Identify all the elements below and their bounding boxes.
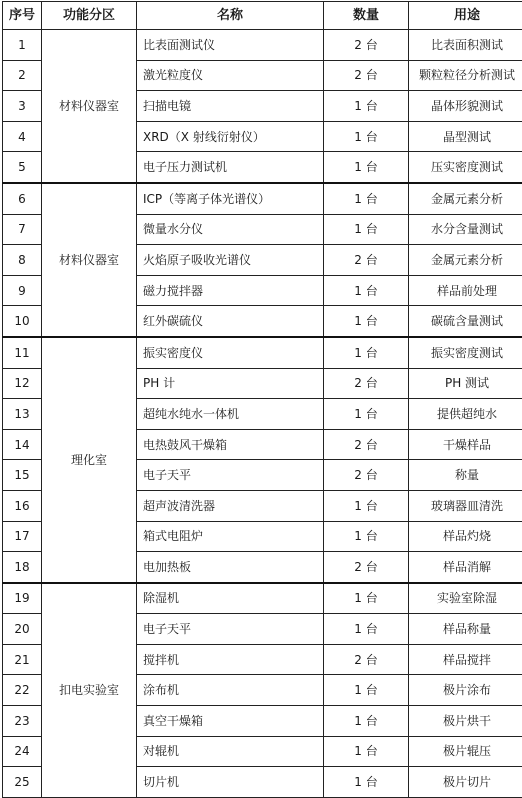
equipment-name: 真空干燥箱 bbox=[137, 706, 324, 737]
equipment-use: 样品消解 bbox=[409, 552, 522, 583]
zone-cell: 材料仪器室 bbox=[42, 30, 137, 183]
equipment-use: 颗粒粒径分析测试 bbox=[409, 60, 522, 91]
equipment-quantity: 1 台 bbox=[324, 521, 409, 552]
row-number: 10 bbox=[3, 306, 42, 337]
zone-cell: 扣电实验室 bbox=[42, 583, 137, 798]
equipment-quantity: 1 台 bbox=[324, 306, 409, 337]
equipment-use: 比表面积测试 bbox=[409, 30, 522, 61]
equipment-quantity: 1 台 bbox=[324, 91, 409, 122]
equipment-quantity: 2 台 bbox=[324, 429, 409, 460]
row-number: 24 bbox=[3, 736, 42, 767]
equipment-quantity: 2 台 bbox=[324, 552, 409, 583]
row-number: 5 bbox=[3, 152, 42, 183]
equipment-use: 水分含量测试 bbox=[409, 214, 522, 245]
equipment-quantity: 1 台 bbox=[324, 152, 409, 183]
equipment-quantity: 1 台 bbox=[324, 337, 409, 368]
equipment-use: 极片烘干 bbox=[409, 706, 522, 737]
table-row bbox=[3, 30, 522, 61]
row-number: 20 bbox=[3, 614, 42, 645]
equipment-name: 电热鼓风干燥箱 bbox=[137, 429, 324, 460]
equipment-use: 称量 bbox=[409, 460, 522, 491]
row-number: 17 bbox=[3, 521, 42, 552]
header-row bbox=[3, 2, 522, 30]
equipment-table bbox=[2, 1, 522, 798]
equipment-quantity: 1 台 bbox=[324, 614, 409, 645]
equipment-name: 振实密度仪 bbox=[137, 337, 324, 368]
equipment-use: 干燥样品 bbox=[409, 429, 522, 460]
row-number: 8 bbox=[3, 245, 42, 276]
zone-cell: 材料仪器室 bbox=[42, 183, 137, 337]
equipment-name: 比表面测试仪 bbox=[137, 30, 324, 61]
equipment-name: 电加热板 bbox=[137, 552, 324, 583]
equipment-name: 电子压力测试机 bbox=[137, 152, 324, 183]
row-number: 21 bbox=[3, 644, 42, 675]
zone-cell: 理化室 bbox=[42, 337, 137, 583]
row-number: 9 bbox=[3, 275, 42, 306]
equipment-quantity: 2 台 bbox=[324, 60, 409, 91]
equipment-use: 碳硫含量测试 bbox=[409, 306, 522, 337]
equipment-quantity: 2 台 bbox=[324, 368, 409, 399]
equipment-use: 晶体形貌测试 bbox=[409, 91, 522, 122]
equipment-use: 玻璃器皿清洗 bbox=[409, 490, 522, 521]
equipment-name: 电子天平 bbox=[137, 460, 324, 491]
equipment-use: PH 测试 bbox=[409, 368, 522, 399]
row-number: 15 bbox=[3, 460, 42, 491]
row-number: 7 bbox=[3, 214, 42, 245]
equipment-use: 金属元素分析 bbox=[409, 183, 522, 214]
equipment-name: PH 计 bbox=[137, 368, 324, 399]
equipment-quantity: 2 台 bbox=[324, 460, 409, 491]
table-row bbox=[3, 337, 522, 368]
row-number: 3 bbox=[3, 91, 42, 122]
row-number: 16 bbox=[3, 490, 42, 521]
row-number: 22 bbox=[3, 675, 42, 706]
row-number: 2 bbox=[3, 60, 42, 91]
equipment-use: 极片切片 bbox=[409, 767, 522, 798]
equipment-use: 金属元素分析 bbox=[409, 245, 522, 276]
header-qty: 数量 bbox=[324, 2, 409, 30]
equipment-use: 极片辊压 bbox=[409, 736, 522, 767]
equipment-name: 激光粒度仪 bbox=[137, 60, 324, 91]
equipment-name: 箱式电阻炉 bbox=[137, 521, 324, 552]
row-number: 18 bbox=[3, 552, 42, 583]
row-number: 1 bbox=[3, 30, 42, 61]
equipment-quantity: 1 台 bbox=[324, 214, 409, 245]
row-number: 14 bbox=[3, 429, 42, 460]
header-name: 名称 bbox=[137, 2, 324, 30]
row-number: 13 bbox=[3, 399, 42, 430]
row-number: 12 bbox=[3, 368, 42, 399]
table-row bbox=[3, 183, 522, 214]
equipment-name: 切片机 bbox=[137, 767, 324, 798]
equipment-name: 火焰原子吸收光谱仪 bbox=[137, 245, 324, 276]
equipment-name: 微量水分仪 bbox=[137, 214, 324, 245]
row-number: 19 bbox=[3, 583, 42, 614]
equipment-name: 电子天平 bbox=[137, 614, 324, 645]
equipment-use: 提供超纯水 bbox=[409, 399, 522, 430]
equipment-name: 涂布机 bbox=[137, 675, 324, 706]
table-row bbox=[3, 583, 522, 614]
equipment-quantity: 1 台 bbox=[324, 121, 409, 152]
equipment-use: 晶型测试 bbox=[409, 121, 522, 152]
row-number: 25 bbox=[3, 767, 42, 798]
equipment-use: 样品灼烧 bbox=[409, 521, 522, 552]
row-number: 4 bbox=[3, 121, 42, 152]
equipment-use: 压实密度测试 bbox=[409, 152, 522, 183]
header-use: 用途 bbox=[409, 2, 522, 30]
equipment-name: 磁力搅拌器 bbox=[137, 275, 324, 306]
equipment-quantity: 2 台 bbox=[324, 30, 409, 61]
equipment-use: 样品称量 bbox=[409, 614, 522, 645]
table-body bbox=[3, 30, 522, 798]
equipment-quantity: 2 台 bbox=[324, 245, 409, 276]
equipment-use: 样品前处理 bbox=[409, 275, 522, 306]
equipment-use: 极片涂布 bbox=[409, 675, 522, 706]
equipment-use: 样品搅拌 bbox=[409, 644, 522, 675]
equipment-name: ICP（等离子体光谱仪） bbox=[137, 183, 324, 214]
equipment-use: 振实密度测试 bbox=[409, 337, 522, 368]
equipment-use: 实验室除湿 bbox=[409, 583, 522, 614]
equipment-quantity: 1 台 bbox=[324, 706, 409, 737]
equipment-name: 对辊机 bbox=[137, 736, 324, 767]
equipment-name: 红外碳硫仪 bbox=[137, 306, 324, 337]
equipment-name: 除湿机 bbox=[137, 583, 324, 614]
equipment-quantity: 1 台 bbox=[324, 183, 409, 214]
row-number: 23 bbox=[3, 706, 42, 737]
equipment-quantity: 1 台 bbox=[324, 399, 409, 430]
equipment-quantity: 1 台 bbox=[324, 490, 409, 521]
equipment-quantity: 1 台 bbox=[324, 767, 409, 798]
row-number: 11 bbox=[3, 337, 42, 368]
equipment-name: 搅拌机 bbox=[137, 644, 324, 675]
equipment-name: 扫描电镜 bbox=[137, 91, 324, 122]
equipment-name: 超声波清洗器 bbox=[137, 490, 324, 521]
header-zone: 功能分区 bbox=[42, 2, 137, 30]
equipment-quantity: 1 台 bbox=[324, 275, 409, 306]
equipment-quantity: 1 台 bbox=[324, 583, 409, 614]
header-no: 序号 bbox=[3, 2, 42, 30]
equipment-name: XRD（X 射线衍射仪） bbox=[137, 121, 324, 152]
row-number: 6 bbox=[3, 183, 42, 214]
equipment-quantity: 2 台 bbox=[324, 644, 409, 675]
equipment-quantity: 1 台 bbox=[324, 675, 409, 706]
equipment-quantity: 1 台 bbox=[324, 736, 409, 767]
equipment-name: 超纯水纯水一体机 bbox=[137, 399, 324, 430]
